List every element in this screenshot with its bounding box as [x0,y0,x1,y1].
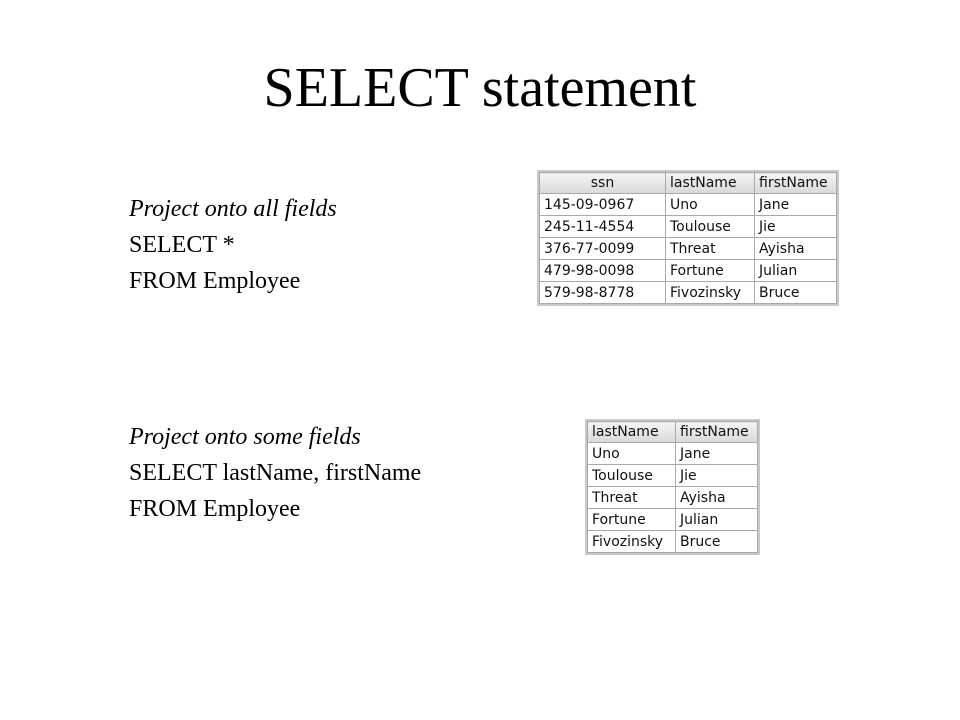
query-some-fields [129,419,506,527]
query-some-heading: Project onto some fields [129,424,361,450]
query-all-select-line: SELECT * [129,232,235,258]
table-row [588,487,758,509]
cell-lastname: Threat [666,238,755,260]
query-some-select-line: SELECT lastName, firstName [129,460,422,486]
cell-firstname: Bruce [676,531,758,553]
cell-ssn: 579-98-8778 [540,282,666,304]
table-row [588,443,758,465]
cell-lastname: Fortune [588,509,676,531]
column-header-lastname[interactable]: lastName [588,422,676,443]
cell-lastname: Threat [588,487,676,509]
table-row [540,260,837,282]
slide-title: SELECT statement [263,57,697,119]
table-row [540,194,837,216]
table-row [540,238,837,260]
cell-firstname: Julian [755,260,837,282]
cell-lastname: Toulouse [666,216,755,238]
table-row [588,465,758,487]
result-table-some-fields [587,421,758,553]
cell-lastname: Fortune [666,260,755,282]
cell-lastname: Fivozinsky [666,282,755,304]
table-row [540,216,837,238]
table-header-row [540,173,837,194]
cell-ssn: 245-11-4554 [540,216,666,238]
cell-firstname: Jie [755,216,837,238]
query-all-fields [129,191,337,299]
cell-firstname: Julian [676,509,758,531]
cell-ssn: 376-77-0099 [540,238,666,260]
cell-ssn: 145-09-0967 [540,194,666,216]
cell-lastname: Fivozinsky [588,531,676,553]
table-header-row [588,422,758,443]
column-header-lastname[interactable]: lastName [666,173,755,194]
cell-firstname: Jie [676,465,758,487]
table-row [540,282,837,304]
cell-firstname: Jane [676,443,758,465]
query-some-from-line: FROM Employee [129,496,301,522]
cell-lastname: Uno [666,194,755,216]
query-all-heading: Project onto all fields [129,196,337,222]
cell-lastname: Toulouse [588,465,676,487]
cell-ssn: 479-98-0098 [540,260,666,282]
cell-firstname: Bruce [755,282,837,304]
table-row [588,509,758,531]
cell-firstname: Ayisha [755,238,837,260]
cell-firstname: Jane [755,194,837,216]
column-header-firstname[interactable]: firstName [755,173,837,194]
column-header-ssn[interactable]: ssn [540,173,666,194]
query-all-from-line: FROM Employee [129,268,301,294]
table-row [588,531,758,553]
column-header-firstname[interactable]: firstName [676,422,758,443]
cell-lastname: Uno [588,443,676,465]
cell-firstname: Ayisha [676,487,758,509]
result-table-all-fields [539,172,837,304]
